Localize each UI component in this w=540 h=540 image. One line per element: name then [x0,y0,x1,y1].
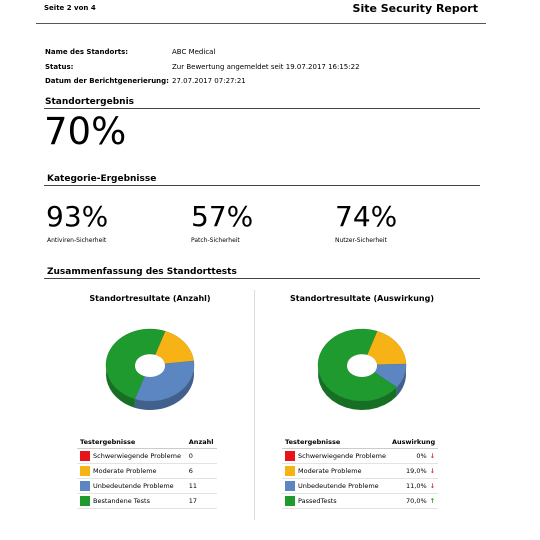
data-label: 11 [188,482,198,490]
summary-divider [44,278,480,279]
table-header-count: Anzahl [186,436,217,449]
chart-count-title: Standortresultate (Anzahl) [89,294,211,303]
value-cell [389,494,438,509]
category-label: Schwerwiegende Probleme [298,452,386,460]
color-swatch [80,466,90,476]
table-header-impact: Auswirkung [389,436,438,449]
category-cell [77,449,186,464]
color-swatch [80,481,90,491]
data-label: 70,0% [406,497,427,505]
category-cell [77,494,186,509]
category-cell [282,464,389,479]
site-name-value: ABC Medical [172,48,216,56]
chart-impact-donut [302,320,422,420]
table-row [77,449,217,464]
value-cell [389,479,438,494]
site-name-label: Name des Standorts: [45,48,129,56]
category-label: Unbedeutende Probleme [298,482,379,490]
category-label: Moderate Probleme [298,467,362,475]
arrow-up-icon: ↑ [429,497,436,505]
value-cell [186,494,217,509]
table-row [77,494,217,509]
category-cell [282,479,389,494]
report-date-label: Datum der Berichtgenerierung: [45,77,169,85]
value-cell [186,479,217,494]
color-swatch [285,466,295,476]
data-label: 6 [188,467,193,475]
color-swatch [285,496,295,506]
color-swatch [285,481,295,491]
table-row [282,494,438,509]
overall-result-title: Standortergebnis [45,97,135,107]
antivirus-score: 93% [46,200,109,233]
summary-title: Zusammenfassung des Standorttests [47,267,237,277]
chart-count-donut [90,320,210,420]
header-divider [36,23,486,24]
table-row [77,479,217,494]
chart-count-table [77,436,217,509]
category-cell [77,479,186,494]
antivirus-label: Antiviren-Sicherheit [47,237,107,244]
donut-hole [135,355,165,377]
user-label: Nutzer-Sicherheit [335,237,387,244]
overall-result-divider [44,108,480,109]
report-title: Site Security Report [352,2,478,15]
category-label: Schwerwiegende Probleme [93,452,181,460]
status-value: Zur Bewertung angemeldet seit 19.07.2017 16:15:22 [172,63,360,71]
chart-impact-title: Standortresultate (Auswirkung) [290,294,434,303]
arrow-down-icon: ↓ [429,482,436,490]
category-results-title: Kategorie-Ergebnisse [47,174,157,184]
patch-score: 57% [191,200,254,233]
category-cell [282,494,389,509]
value-cell [186,464,217,479]
chart-impact-table [282,436,438,509]
category-label: Unbedeutende Probleme [93,482,174,490]
data-label: 0% [416,452,427,460]
category-label: Moderate Probleme [93,467,157,475]
category-cell [282,449,389,464]
user-score: 74% [335,200,398,233]
table-header-results: Testergebnisse [77,436,186,449]
color-swatch [80,451,90,461]
table-row [282,479,438,494]
value-cell [389,449,438,464]
report-date-value: 27.07.2017 07:27:21 [172,77,246,85]
arrow-down-icon: ↓ [429,467,436,475]
category-cell [77,464,186,479]
overall-result-value: 70% [44,110,127,153]
value-cell [186,449,217,464]
data-label: 0 [188,452,193,460]
patch-label: Patch-Sicherheit [191,237,240,244]
data-label: 19,0% [406,467,427,475]
value-cell [389,464,438,479]
data-label: 17 [188,497,198,505]
color-swatch [285,451,295,461]
table-row [282,464,438,479]
status-label: Status: [45,63,74,71]
data-label: 11,0% [406,482,427,490]
table-row [77,464,217,479]
arrow-down-icon: ↓ [429,452,436,460]
category-label: Bestandene Tests [93,497,150,505]
category-label: PassedTests [298,497,337,505]
table-row [282,449,438,464]
donut-hole [347,355,377,377]
color-swatch [80,496,90,506]
category-results-divider [44,185,480,186]
page-number: Seite 2 von 4 [44,4,96,12]
table-header-results: Testergebnisse [282,436,389,449]
column-divider [254,290,255,520]
